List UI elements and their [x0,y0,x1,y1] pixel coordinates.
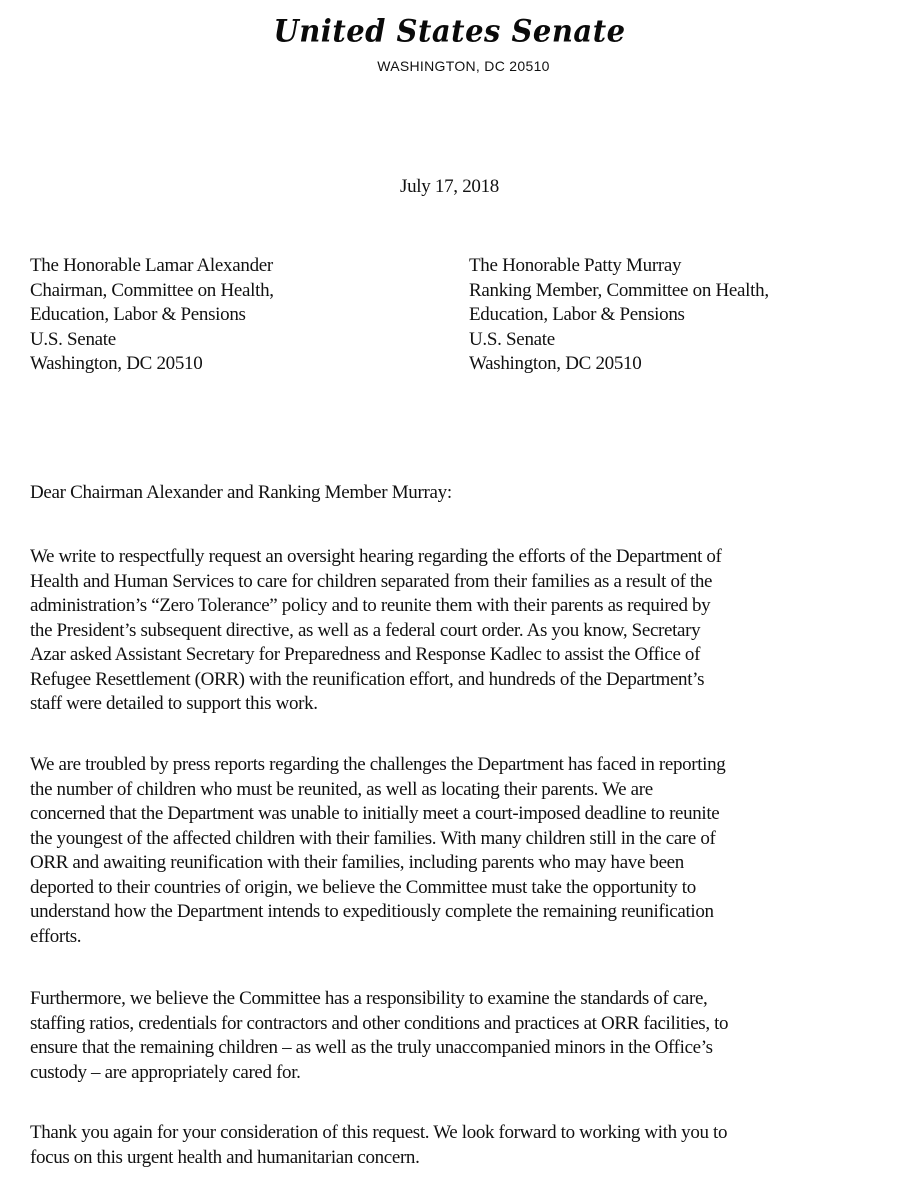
recipient-left-city: Washington, DC 20510 [30,353,203,374]
paragraph-line: ensure that the remaining children – as well as the truly unaccompanied minors in the Office’s [30,1037,713,1058]
recipient-address-left [30,254,274,377]
recipient-address-right [469,254,769,377]
paragraph-line: We write to respectfully request an oversight hearing regarding the efforts of the Department of [30,546,722,567]
letterhead-address: WASHINGTON, DC 20510 [377,58,550,74]
recipient-left-title: Chairman, Committee on Health, [30,279,274,301]
letter-date: July 17, 2018 [399,176,500,197]
paragraph-line: staffing ratios, credentials for contractors and other conditions and practices at ORR facilities, to [30,1012,729,1034]
paragraph-line: Furthermore, we believe the Committee has a responsibility to examine the standards of care, [30,988,708,1009]
paragraph-line: administration’s “Zero Tolerance” policy and to reunite them with their parents as required by [30,595,711,616]
paragraph-line: concerned that the Department was unable to initially meet a court-imposed deadline to reunite [30,803,720,824]
paragraph-1 [30,545,880,717]
recipient-left-committee: Education, Labor & Pensions [30,304,246,325]
recipient-right-title: Ranking Member, Committee on Health, [469,279,769,301]
paragraph-line: staff were detailed to support this work. [30,693,318,714]
recipient-right-body: U.S. Senate [469,328,555,350]
recipient-left-body: U.S. Senate [30,328,116,350]
paragraph-line: custody – are appropriately cared for. [30,1061,301,1083]
paragraph-line: the youngest of the affected children with their families. With many children still in the care of [30,827,716,849]
paragraph-line: understand how the Department intends to expeditiously complete the remaining reunification [30,901,714,922]
letterhead [0,14,899,74]
paragraph-4 [30,1121,880,1170]
paragraph-line: Refugee Resettlement (ORR) with the reunification effort, and hundreds of the Department’s [30,668,705,690]
letterhead-title: United States Senate [273,13,626,49]
paragraph-line: efforts. [30,925,82,947]
paragraph-line: Azar asked Assistant Secretary for Preparedness and Response Kadlec to assist the Office of [30,644,701,665]
paragraph-2 [30,753,880,949]
paragraph-line: the number of children who must be reunited, as well as locating their parents. We are [30,778,653,800]
recipient-right-committee: Education, Labor & Pensions [469,304,685,325]
paragraph-line: We are troubled by press reports regarding the challenges the Department has faced in reporting [30,754,726,775]
recipient-right-name: The Honorable Patty Murray [469,255,682,276]
paragraph-line: deported to their countries of origin, we believe the Committee must take the opportunity to [30,876,696,898]
recipient-left-name: The Honorable Lamar Alexander [30,255,273,276]
paragraph-3 [30,987,880,1085]
recipient-right-city: Washington, DC 20510 [469,353,642,374]
paragraph-line: ORR and awaiting reunification with their families, including parents who may have been [30,852,684,873]
paragraph-line: focus on this urgent health and humanitarian concern. [30,1146,420,1168]
paragraph-line: Thank you again for your consideration of this request. We look forward to working with you to [30,1122,728,1143]
paragraph-line: Health and Human Services to care for children separated from their families as a result of the [30,570,713,592]
paragraph-line: the President’s subsequent directive, as well as a federal court order. As you know, Secretary [30,619,701,641]
salutation: Dear Chairman Alexander and Ranking Member Murray: [30,482,452,503]
